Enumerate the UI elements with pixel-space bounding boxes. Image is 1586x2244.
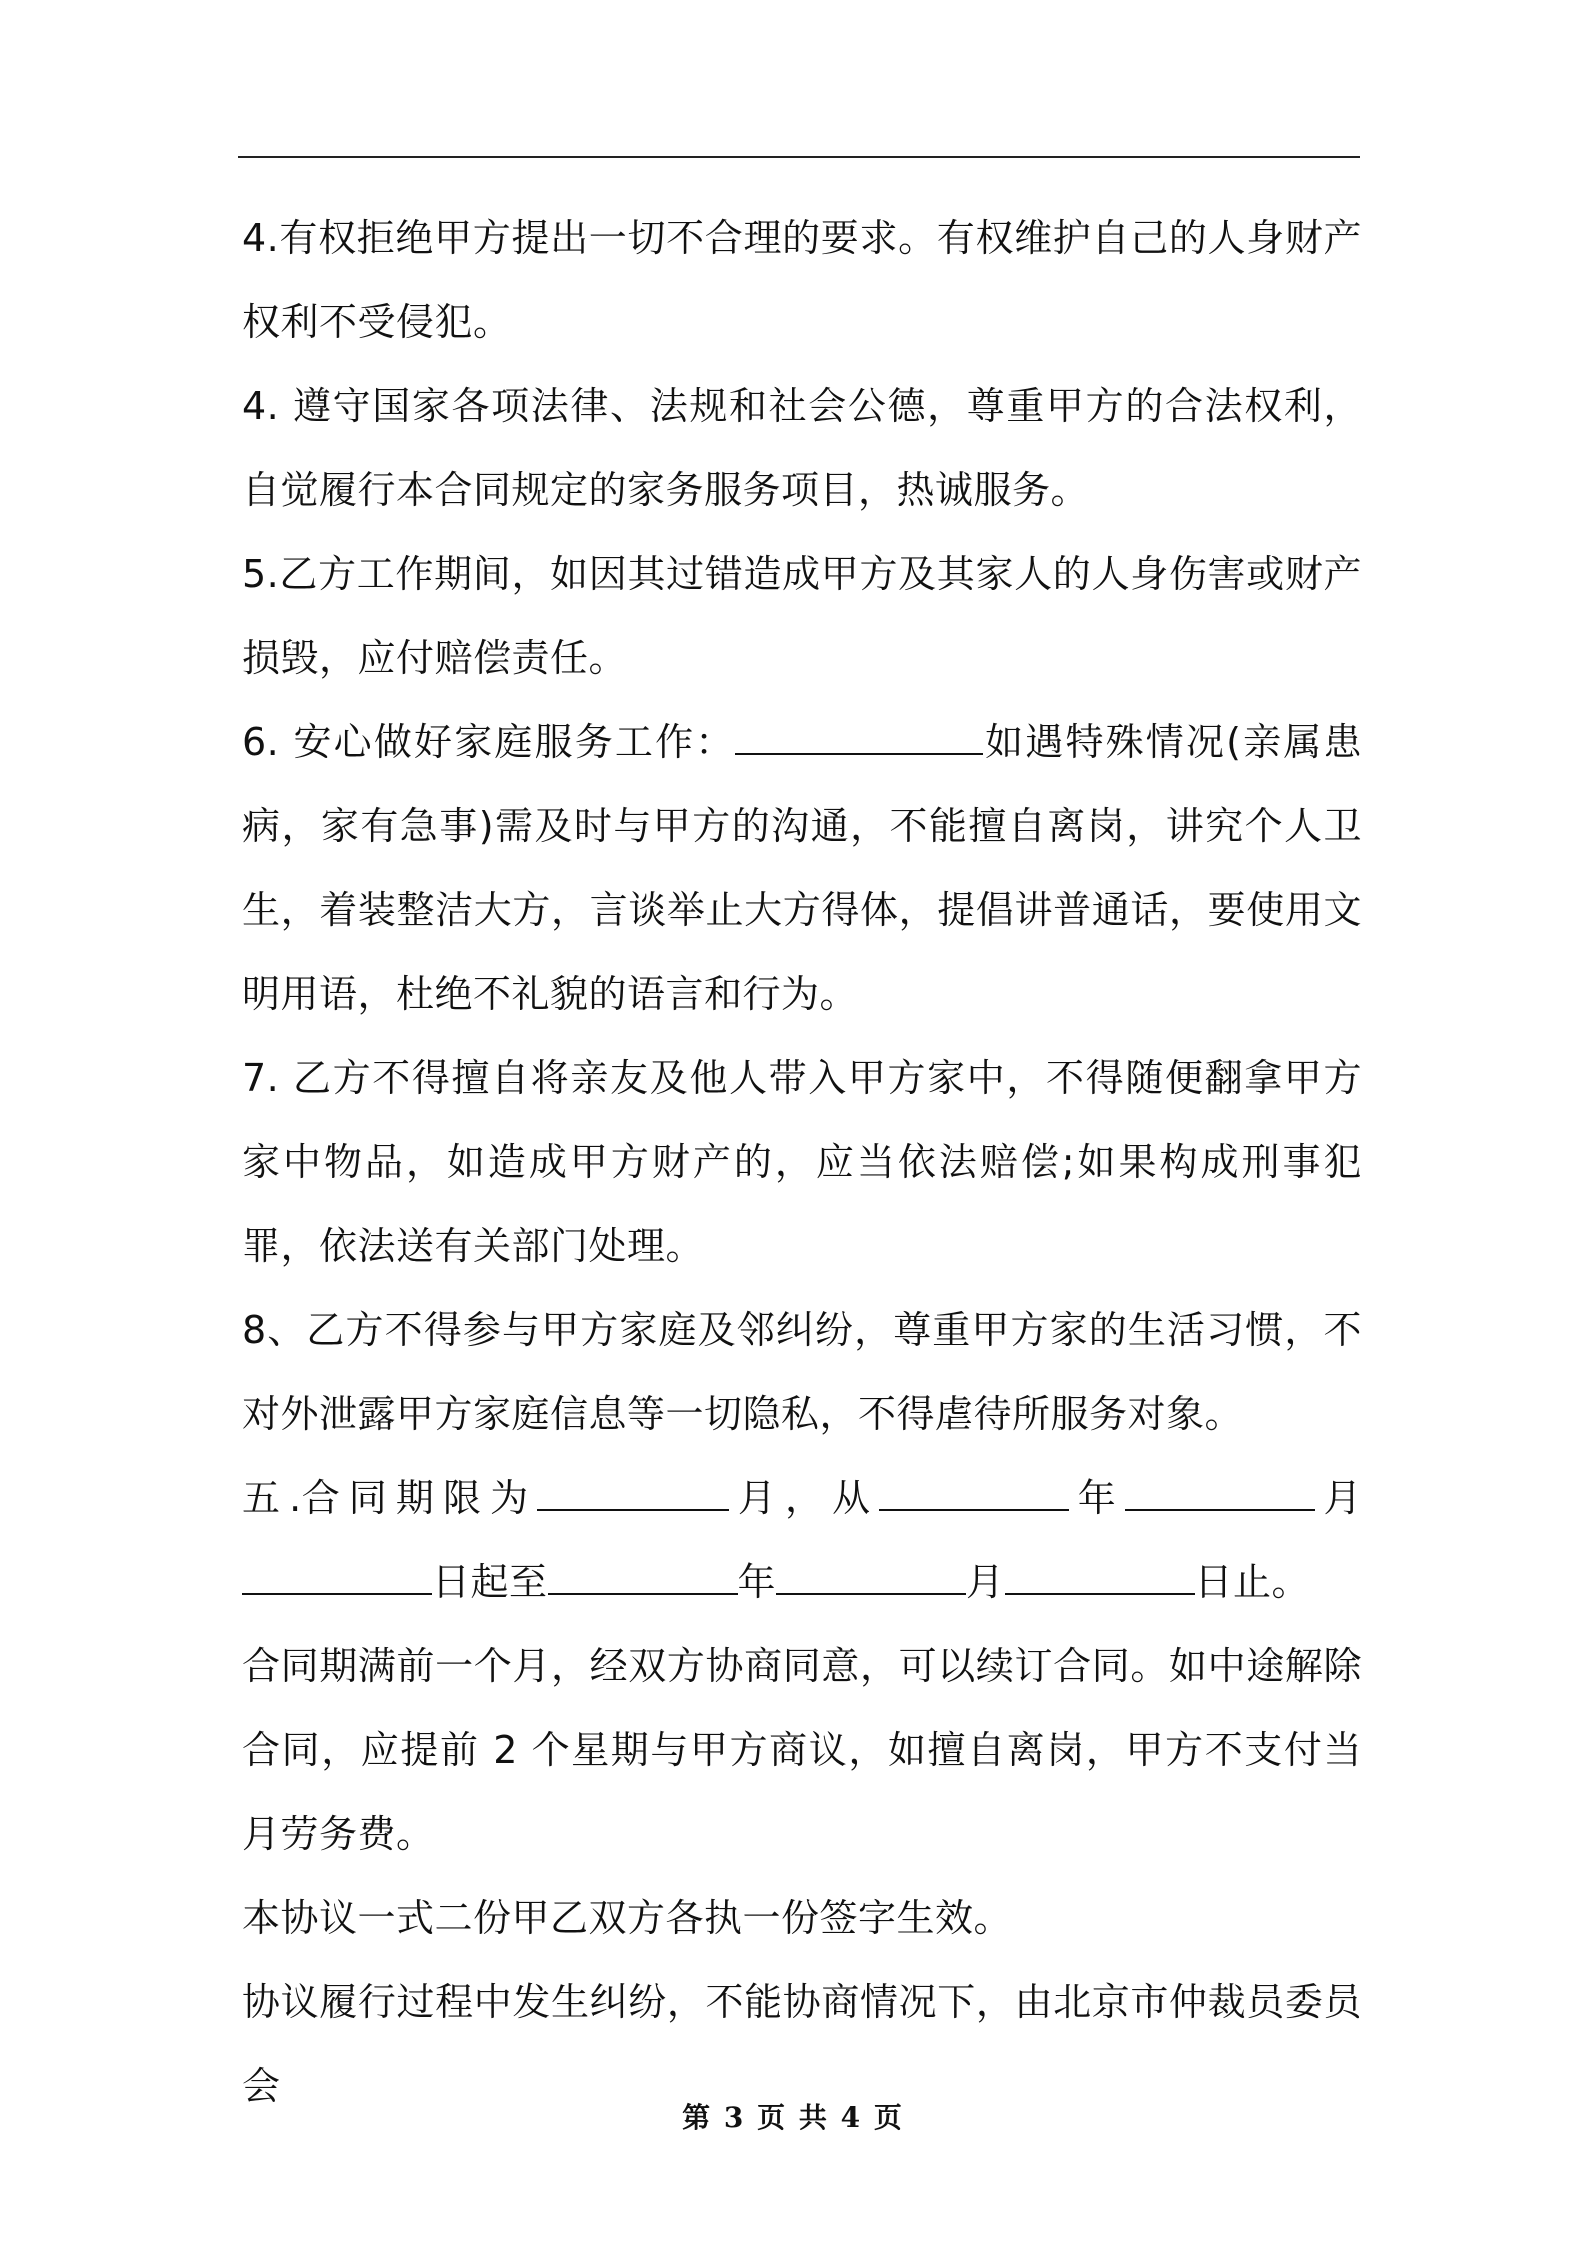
blank-field [879, 1479, 1069, 1511]
term-year-label: 年 [1077, 1476, 1117, 1520]
paragraph-no-guests: 7. 乙方不得擅自将亲友及他人带入甲方家中，不得随便翻拿甲方家中物品，如造成甲方财产的，应当依法赔偿;如果构成刑事犯罪，依法送有关部门处理。 [242, 1056, 1362, 1268]
blank-field [735, 723, 983, 755]
term-year-label: 年 [737, 1560, 777, 1604]
blank-field [1005, 1563, 1195, 1595]
term-month-label: 月 [966, 1560, 1005, 1604]
term-day-end-label: 日止。 [1194, 1560, 1311, 1604]
contract-term-line-2 [242, 1540, 1362, 1624]
contract-term-line [242, 1456, 1362, 1540]
term-char: .合 [289, 1476, 341, 1520]
term-from-label: 从 [832, 1476, 871, 1520]
blank-field [548, 1563, 738, 1595]
paragraph-obey-laws: 4. 遵守国家各项法律、法规和社会公德，尊重甲方的合法权利，自觉履行本合同规定的家务服务项目，热诚服务。 [242, 384, 1362, 512]
header-rule [238, 156, 1360, 158]
paragraph-copies: 本协议一式二份甲乙双方各执一份签字生效。 [242, 1896, 1013, 1940]
blank-field [537, 1479, 729, 1511]
term-char: 期 [395, 1476, 435, 1520]
paragraph-household-service [242, 700, 1362, 1036]
paragraph-dispute: 协议履行过程中发生纠纷，不能协商情况下，由北京市仲裁员委员会 [242, 1980, 1362, 2108]
term-char: 为 [490, 1476, 529, 1520]
term-char: 同 [348, 1476, 388, 1520]
term-month-label: 月 [1323, 1476, 1362, 1520]
paragraph-liability: 5.乙方工作期间，如因其过错造成甲方及其家人的人身伤害或财产损毁，应付赔偿责任。 [242, 552, 1362, 680]
term-day-start-label: 日起至 [432, 1560, 548, 1604]
term-month-label: 月 [737, 1476, 777, 1520]
term-comma: ， [784, 1476, 824, 1520]
paragraph-privacy: 8、乙方不得参与甲方家庭及邻纠纷，尊重甲方家的生活习惯，不对外泄露甲方家庭信息等一切隐私，不得虐待所服务对象。 [242, 1308, 1362, 1436]
paragraph-right-refuse: 4.有权拒绝甲方提出一切不合理的要求。有权维护自己的人身财产权利不受侵犯。 [242, 216, 1362, 344]
term-char: 五 [242, 1476, 281, 1520]
blank-field [1125, 1479, 1315, 1511]
blank-field [242, 1563, 432, 1595]
paragraph-renewal: 合同期满前一个月，经双方协商同意，可以续订合同。如中途解除合同，应提前 2 个星期与甲方商议，如擅自离岗，甲方不支付当月劳务费。 [242, 1644, 1362, 1856]
blank-field [776, 1563, 966, 1595]
p6-rest-text: 如遇特殊情况(亲属患病，家有急事)需及时与甲方的沟通，不能擅自离岗，讲究个人卫生，着装整洁大方，言谈举止大方得体，提倡讲普通话，要使用文明用语，杜绝不礼貌的语言和行为。 [242, 720, 1363, 1016]
document-body [242, 196, 1362, 2128]
page-number-footer: 第 3 页 共 4 页 [682, 2101, 904, 2134]
term-char: 限 [443, 1476, 482, 1520]
p6-lead-text: 6. 安心做好家庭服务工作： [242, 720, 736, 764]
